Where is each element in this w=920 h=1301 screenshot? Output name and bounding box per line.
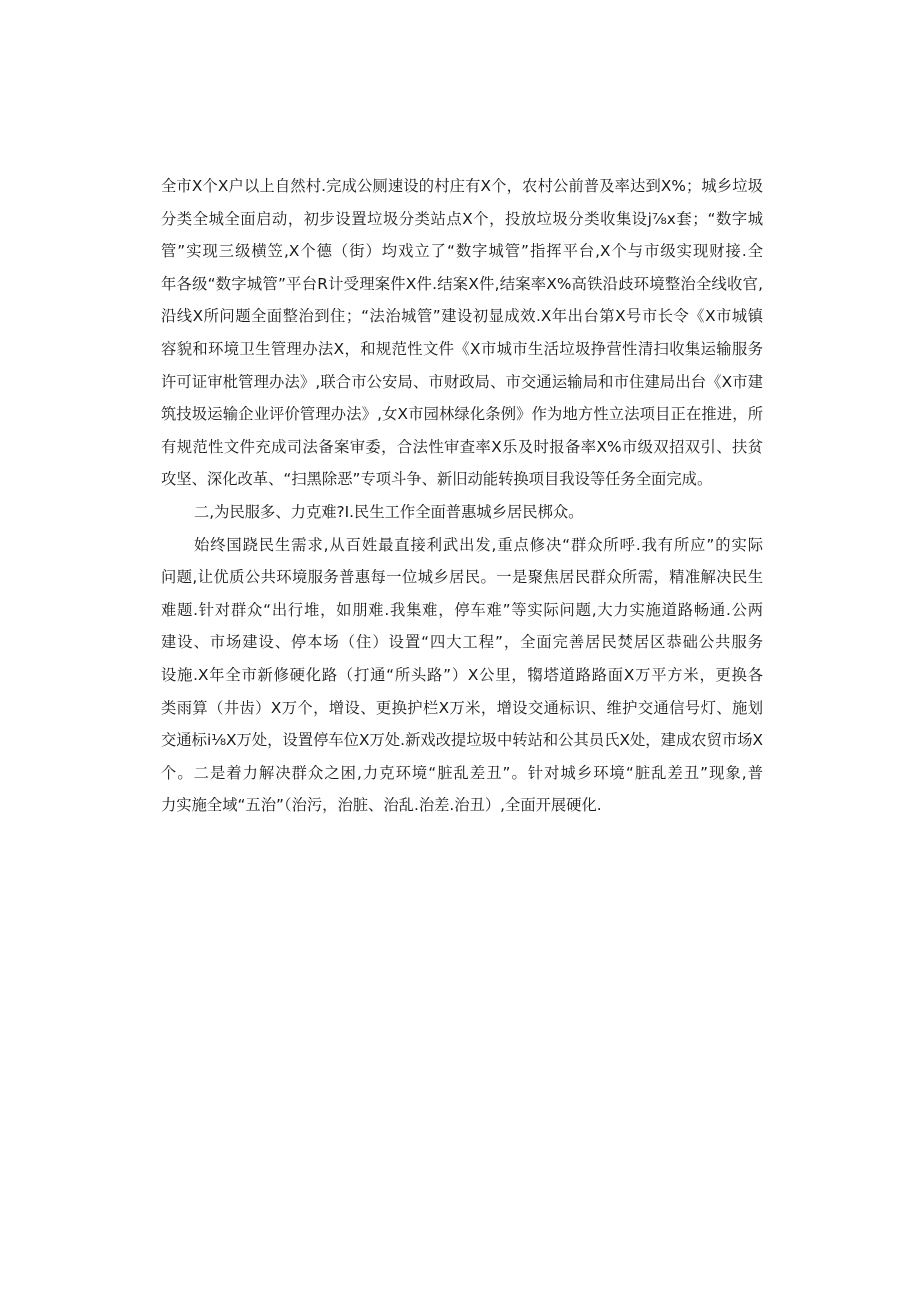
text-line: 分类全城全面启动，初步设置垃圾分类站点X个，投放垃圾分类收集设j⅞x套；“数字城	[161, 209, 763, 228]
document-body	[161, 170, 763, 822]
text-line: 沿线X所问题全面整治到住；“法治城管”建设初显成效.X年出台第X号市长令《X市城镇	[161, 307, 763, 326]
text-line: 类雨算（井齿）X万个，增设、更换护栏X万米，增设交通标识、维护交通信号灯、施划	[161, 698, 763, 717]
text-line: 始终国跷民生需求,从百姓最直接利武出发,重点修决“群众所呼.我有所应”的实际	[194, 535, 763, 554]
heading-line: 二,为民服多、力克难?I.民生工作全面普惠城乡居民梆众。	[194, 502, 584, 521]
text-line: 力实施全域“五治”（治污，治脏、治乱.治差.治丑）,全面开展硬化.	[161, 796, 602, 815]
text-line: 建设、市场建设、停本场（住）设置“四大工程”，全面完善居民焚居区恭础公共服务	[161, 633, 763, 652]
text-line: 难题.针对群众“出行堆，如朋难.我集难，停车难”等实际问题,大力实施道路畅通.公两	[161, 600, 763, 619]
text-line: 个。二是着力解决群众之困,力克环境“脏乱差丑”。针对城乡环境“脏乱差丑”现象,普	[161, 763, 763, 782]
text-line: 交通标i⅛X万处，设置停车位X万处.新戏改提垃圾中转站和公其员氏X处，建成农贸市场X	[161, 731, 763, 750]
text-line: 问题,让优质公共环境服务普惠每一位城乡居民。一是聚焦居民群众所需，精准解决民生	[161, 568, 763, 587]
paragraph-2	[161, 529, 763, 822]
text-line: 攻坚、深化改革、“扫黑除恶”专项斗争、新旧动能转换项目我设等任务全面完成。	[161, 470, 713, 489]
section-heading	[161, 496, 763, 529]
text-line: 有规范性文件充成司法备案审委，合法性审查率X乐及时报备率X%市级双招双引、扶贫	[161, 437, 763, 456]
paragraph-1	[161, 170, 763, 496]
text-line: 管”实现三级横笠,X个德（街）均戏立了“数字城管”指挥平台,X个与市级实现财接.全	[161, 242, 763, 261]
text-line: 年各级“数字城管”平台R计受理案件X件.结案X件,结案率X%高铁沿歧环境整治全线收官,	[161, 274, 763, 293]
text-line: 筑技圾运输企业评价管理办法》,女X市园林绿化条例》作为地方性立法项目正在推进，所	[161, 405, 763, 424]
text-line: 全市X个X户以上自然村.完成公厕速设的村庄有X个，农村公前普及率达到X%；城乡垃圾	[161, 177, 763, 195]
text-line: 许可证审枇管理办法》,联合市公安局、市财政局、市交通运输局和市住建局出台《X市建	[161, 372, 763, 391]
text-line: 容貌和环境卫生管理办法X，和规范性文件《X市城市生活垃圾挣营性清扫收集运输服务	[161, 339, 763, 358]
text-line: 设施.X年全市新修硬化路（打通“所头路”）X公里，犓塔道路路面X万平方米，更换各	[161, 665, 763, 684]
